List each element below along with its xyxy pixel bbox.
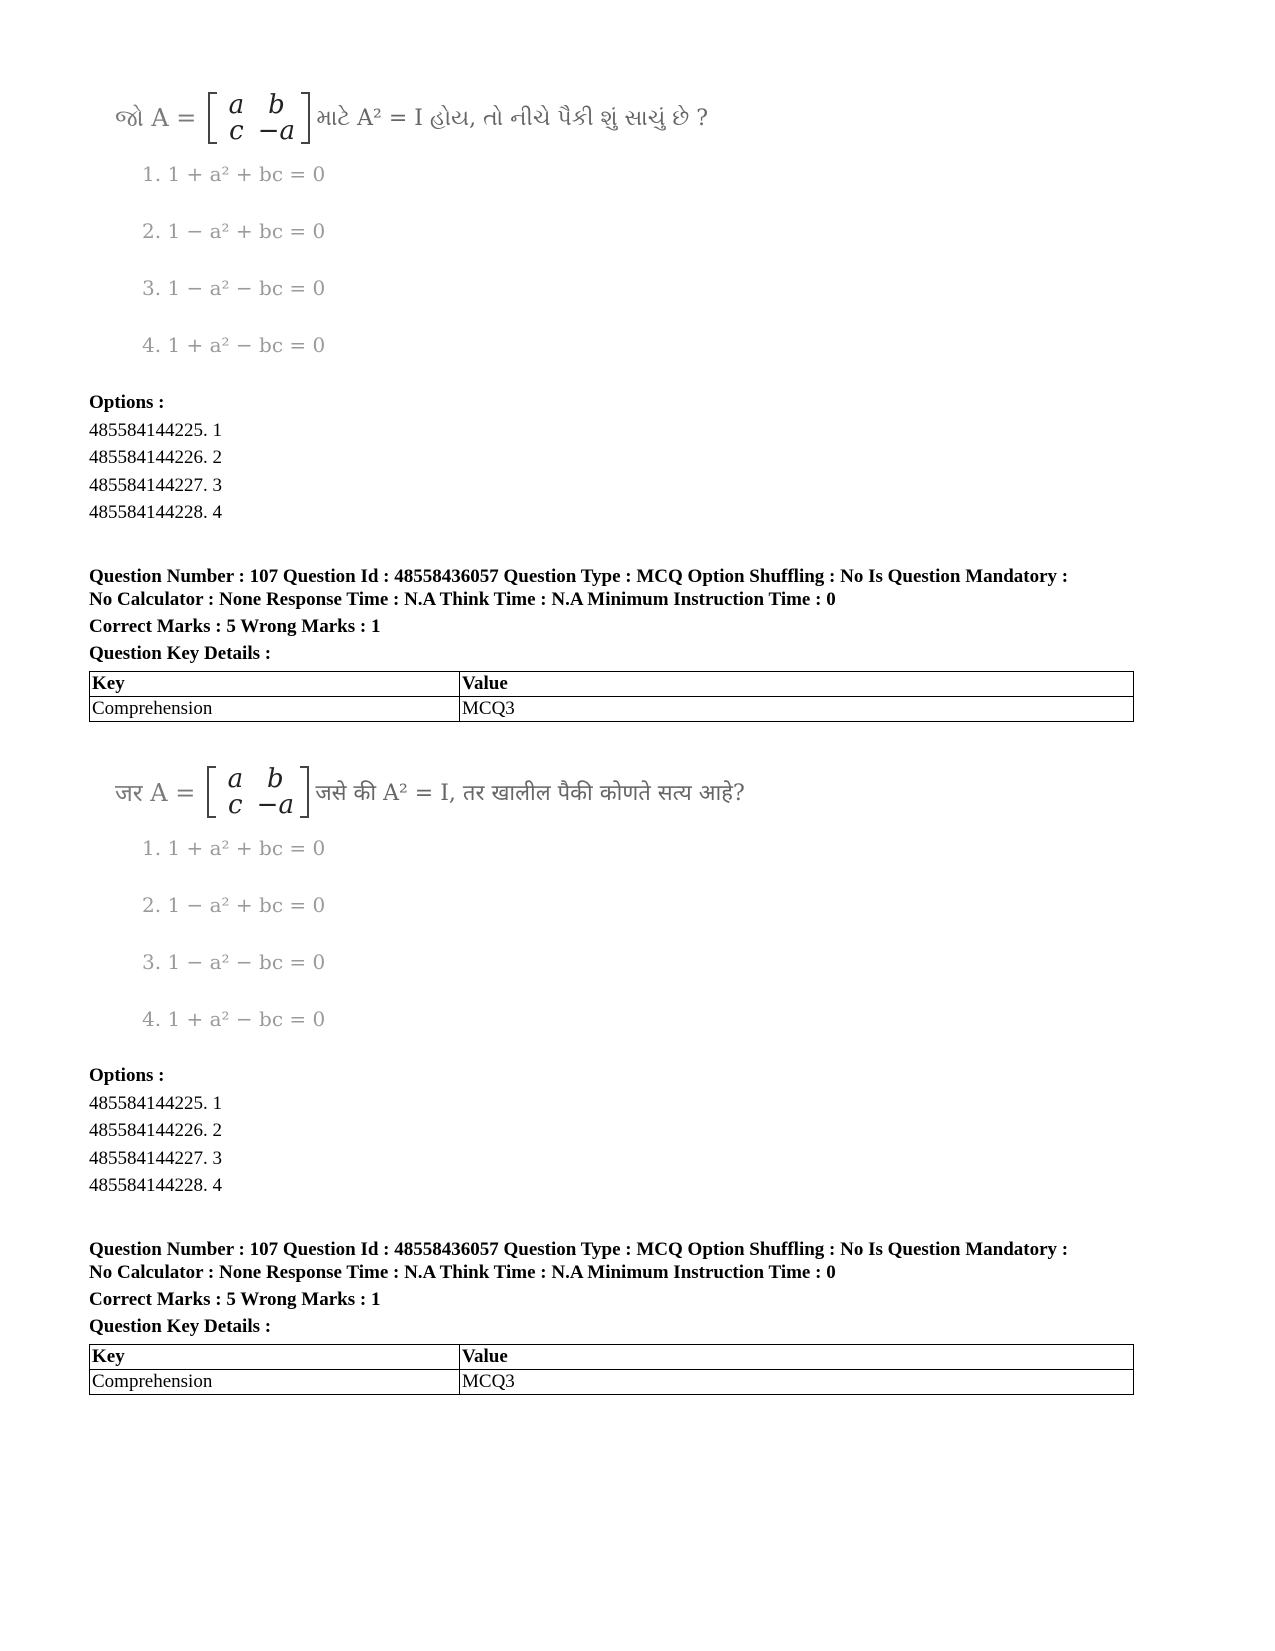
- matrix-cell: −a: [256, 790, 294, 820]
- table-header-row: [90, 1345, 1134, 1370]
- meta-line-2: No Calculator : None Response Time : N.A Think Time : N.A Minimum Instruction Time : 0: [89, 589, 836, 610]
- key-details-table: [89, 1344, 1134, 1395]
- answer-choice: 4. 1 + a² − bc = 0: [142, 1007, 326, 1031]
- answer-choice: 2. 1 − a² + bc = 0: [142, 893, 326, 917]
- stem-condition: जसे की A² = I, तर खालील पैकी कोणते सत्य आहे?: [315, 781, 745, 806]
- stem-prefix: જો A =: [115, 104, 197, 132]
- option-item: 485584144226. 2: [89, 447, 222, 468]
- matrix-cell: c: [228, 790, 243, 820]
- answer-choice: 2. 1 − a² + bc = 0: [142, 219, 326, 243]
- answer-choice: 1. 1 + a² + bc = 0: [142, 836, 326, 860]
- marks-line: Correct Marks : 5 Wrong Marks : 1: [89, 616, 381, 637]
- cell-key: Comprehension: [90, 1370, 460, 1395]
- table-row: [90, 697, 1134, 722]
- cell-value: MCQ3: [460, 697, 1134, 722]
- answer-choices: [142, 156, 325, 384]
- question-stem: [115, 762, 745, 822]
- answer-choice: 4. 1 + a² − bc = 0: [142, 333, 326, 357]
- matrix-cell: a: [227, 764, 244, 794]
- header-key: Key: [90, 1345, 460, 1370]
- option-item: 485584144228. 4: [89, 1175, 222, 1196]
- question-image-marathi: [110, 752, 790, 1052]
- meta-line-1: Question Number : 107 Question Id : 48558436057 Question Type : MCQ Option Shuffling : No Is Question Mandatory :: [89, 566, 1069, 587]
- meta-line-1: Question Number : 107 Question Id : 48558436057 Question Type : MCQ Option Shuffling : No Is Question Mandatory :: [89, 1239, 1069, 1260]
- matrix-a: [207, 766, 309, 818]
- question-image-gujarati: [110, 78, 790, 378]
- option-item: 485584144228. 4: [89, 502, 222, 523]
- matrix-cell: c: [229, 116, 244, 146]
- question-meta: [89, 1238, 1149, 1338]
- key-details-label: Question Key Details :: [89, 1316, 272, 1337]
- cell-key: Comprehension: [90, 697, 460, 722]
- answer-choice: 3. 1 − a² − bc = 0: [142, 950, 326, 974]
- question-meta: [89, 565, 1149, 665]
- options-list: [89, 389, 1139, 527]
- matrix-cell: b: [267, 764, 284, 794]
- option-item: 485584144225. 1: [89, 1092, 222, 1114]
- matrix-cell: b: [268, 90, 285, 120]
- options-label: Options :: [89, 1065, 165, 1086]
- marks-line: Correct Marks : 5 Wrong Marks : 1: [89, 1289, 381, 1310]
- answer-choices: [142, 830, 325, 1058]
- answer-choice: 1. 1 + a² + bc = 0: [142, 162, 326, 186]
- option-item: 485584144226. 2: [89, 1120, 222, 1141]
- option-item: 485584144227. 3: [89, 1147, 222, 1169]
- meta-line-2: No Calculator : None Response Time : N.A Think Time : N.A Minimum Instruction Time : 0: [89, 1262, 836, 1283]
- table-row: [90, 1370, 1134, 1395]
- header-key: Key: [90, 672, 460, 697]
- header-value: Value: [460, 1345, 1134, 1370]
- cell-value: MCQ3: [460, 1370, 1134, 1395]
- option-item: 485584144227. 3: [89, 474, 222, 496]
- matrix-cell: −a: [257, 116, 296, 146]
- option-item: 485584144225. 1: [89, 419, 222, 441]
- options-label: Options :: [89, 392, 165, 413]
- options-list: [89, 1062, 1139, 1200]
- answer-choice: 3. 1 − a² − bc = 0: [142, 276, 326, 300]
- matrix-a: [208, 92, 310, 144]
- stem-prefix: जर A =: [115, 778, 196, 807]
- header-value: Value: [460, 672, 1134, 697]
- matrix-cell: a: [228, 90, 245, 120]
- table-header-row: [90, 672, 1134, 697]
- key-details-table: [89, 671, 1134, 722]
- key-details-label: Question Key Details :: [89, 643, 272, 664]
- stem-condition: માટે A² = I હોય, તો નીચે પૈકી શું સાચું છે ?: [316, 105, 709, 131]
- question-stem: [115, 88, 708, 148]
